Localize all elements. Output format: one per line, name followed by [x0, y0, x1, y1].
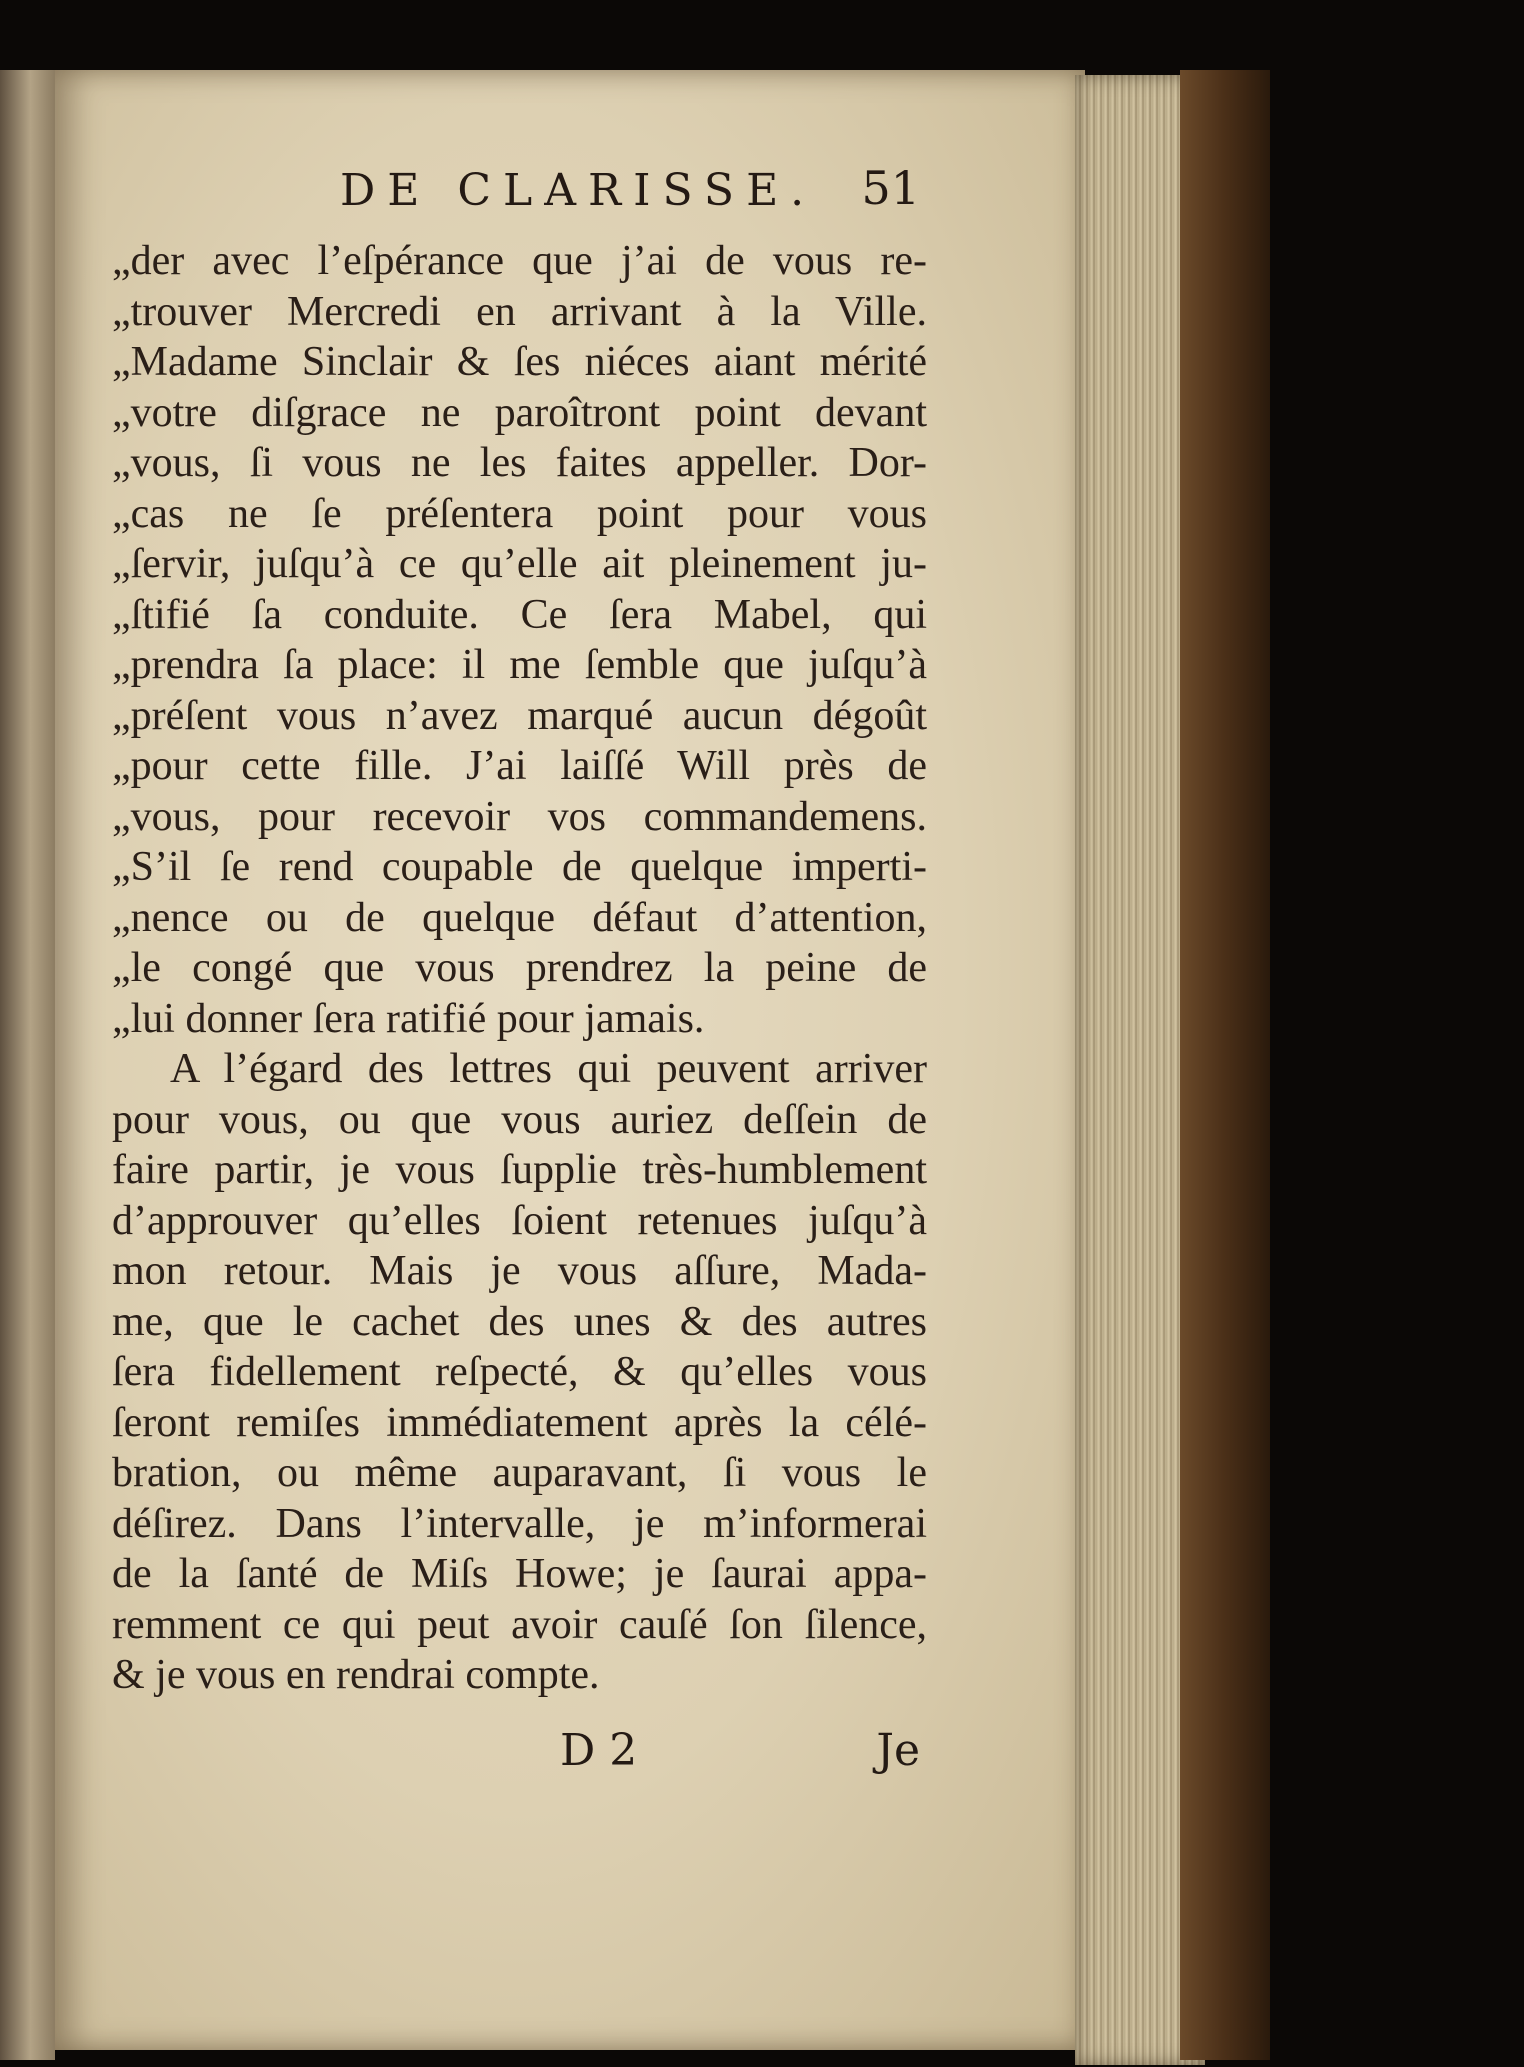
text-line: „lui donner ſera ratifié pour jamais. — [112, 995, 705, 1042]
page-footer — [120, 1725, 920, 1785]
text-line: „der avec l’eſpérance que j’ai de vous re- — [112, 238, 927, 284]
text-line: „vous, ſi vous ne les faites appeller. Dor- — [112, 440, 927, 486]
text-line: „préſent vous n’avez marqué aucun dégoût — [112, 692, 927, 739]
signature-mark: D 2 — [560, 1725, 638, 1776]
text-line: „ſervir, juſqu’à ce qu’elle ait pleinement ju- — [112, 541, 927, 587]
text-line: ſera fidellement reſpecté, & qu’elles vous — [112, 1349, 927, 1395]
text-line: & je vous en rendrai compte. — [112, 1652, 600, 1698]
text-line: „le congé que vous prendrez la peine de — [112, 945, 927, 991]
paragraph-start-line: A l’égard des lettres qui peuvent arriver — [170, 1046, 927, 1092]
text-line: pour vous, ou que vous auriez deſſein de — [112, 1096, 927, 1143]
text-line: „S’il ſe rend coupable de quelque imperti- — [112, 844, 927, 890]
text-line: remment ce qui peut avoir cauſé ſon ſilence, — [112, 1601, 927, 1648]
text-line: bration, ou même auparavant, ſi vous le — [112, 1450, 927, 1496]
text-line: „votre diſgrace ne paroîtront point devant — [112, 389, 927, 436]
text-line: d’approuver qu’elles ſoient retenues juſqu’à — [112, 1197, 927, 1244]
book-cover — [1180, 70, 1270, 2060]
text-line: déſirez. Dans l’intervalle, je m’informerai — [112, 1500, 927, 1547]
text-line: „nence ou de quelque défaut d’attention, — [112, 894, 927, 941]
text-line: me, que le cachet des unes & des autres — [112, 1298, 927, 1345]
previous-page-edge — [0, 70, 55, 2060]
text-line: mon retour. Mais je vous aſſure, Mada- — [112, 1248, 927, 1294]
text-line: de la ſanté de Miſs Howe; je ſaurai appa- — [112, 1551, 927, 1597]
body-text — [112, 236, 927, 1701]
catchword: Je — [876, 1725, 920, 1776]
page-header — [120, 161, 920, 225]
text-line: „cas ne ſe préſentera point pour vous — [112, 490, 927, 537]
text-line: „ſtifié ſa conduite. Ce ſera Mabel, qui — [112, 591, 927, 638]
text-line: faire partir, je vous ſupplie très-humblement — [112, 1147, 927, 1193]
text-line: „prendra ſa place: il me ſemble que juſqu’à — [112, 642, 927, 688]
text-line: „Madame Sinclair & ſes niéces aiant mérité — [112, 339, 927, 385]
text-line: ſeront remiſes immédiatement après la célé- — [112, 1399, 927, 1446]
page-number: 51 — [861, 161, 920, 215]
text-line: „pour cette fille. J’ai laiſſé Will près de — [112, 743, 927, 789]
running-head: DE CLARISSE. — [340, 165, 817, 216]
text-line: „vous, pour recevoir vos commandemens. — [112, 793, 927, 840]
text-line: „trouver Mercredi en arrivant à la Ville. — [112, 288, 927, 335]
